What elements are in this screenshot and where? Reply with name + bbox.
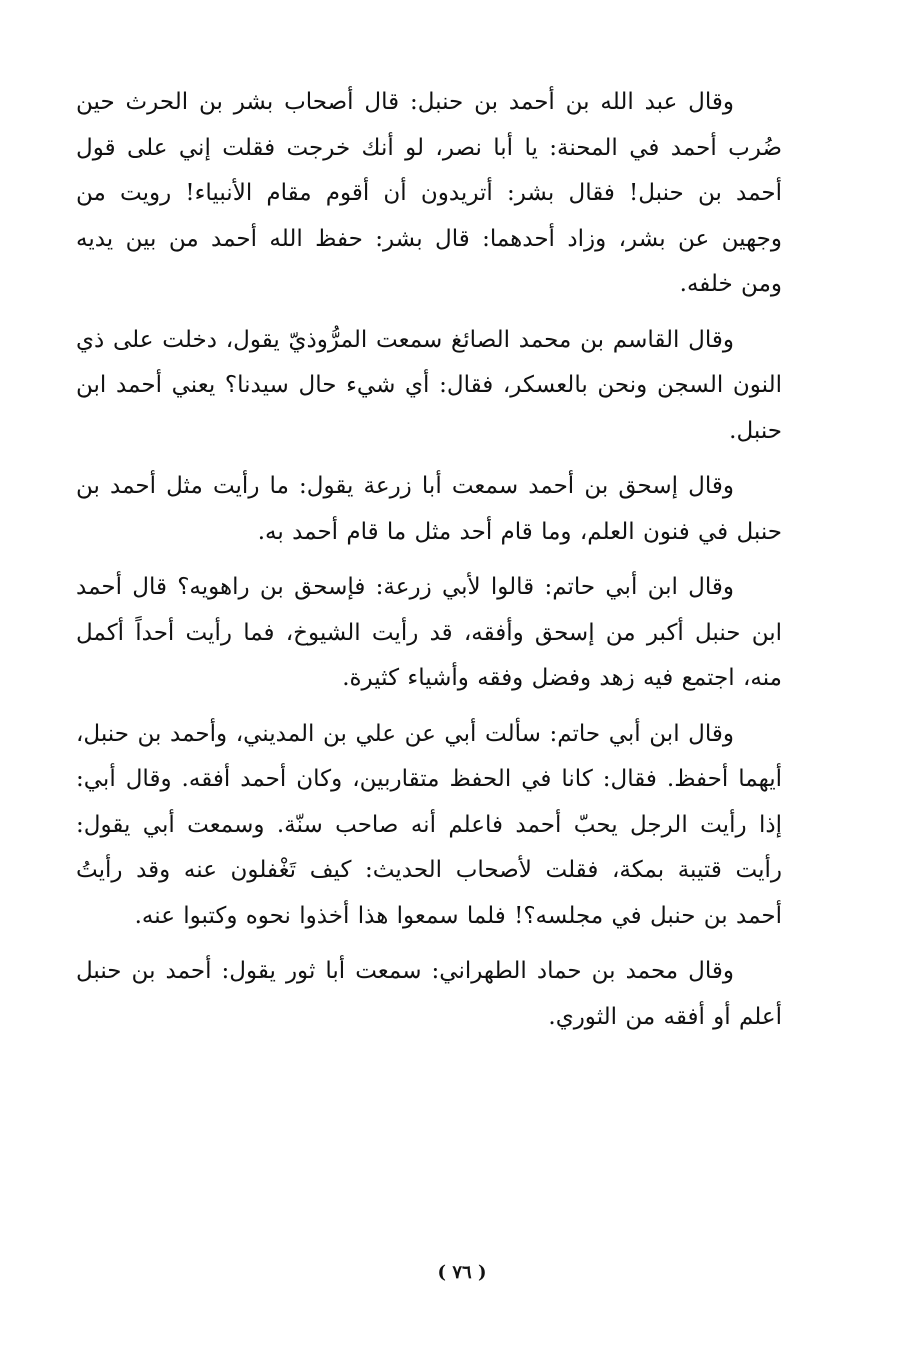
page-number: ( ٧٦ ) <box>437 1262 487 1283</box>
body-text <box>76 80 782 1050</box>
paragraph: وقال القاسم بن محمد الصائغ سمعت المرُّوذيّ يقول، دخلت على ذي النون السجن ونحن بالعسكر، فقال: أي شيء حال سيدنا؟ يعني أحمد ابن حنبل. <box>76 326 782 444</box>
paragraph: وقال ابن أبي حاتم: سألت أبي عن علي بن المديني، وأحمد بن حنبل، أيهما أحفظ. فقال: كانا في الحفظ متقاربين، وكان أحمد أفقه. وقال أبي: إذا رأيت الرجل يحبّ أحمد فاعلم أنه صاحب سنّة. وسمعت أبي يقول: رأيت قتيبة بمكة، فقلت لأصحاب الحديث: كيف تَغْفلون عنه وقد رأيتُ أحمد بن حنبل في مجلسه؟! فلما سمعوا هذا أخذوا نحوه وكتبوا عنه. <box>76 720 782 929</box>
paragraph: وقال ابن أبي حاتم: قالوا لأبي زرعة: فإسحق بن راهويه؟ قال أحمد ابن حنبل أكبر من إسحق وأفقه، قد رأيت الشيوخ، فما رأيت أحداً أكمل منه، اجتمع فيه زهد وفضل وفقه وأشياء كثيرة. <box>76 574 782 691</box>
paragraph: وقال محمد بن حماد الطهراني: سمعت أبا ثور يقول: أحمد بن حنبل أعلم أو أفقه من الثوري. <box>76 958 782 1030</box>
paragraph: وقال إسحق بن أحمد سمعت أبا زرعة يقول: ما رأيت مثل أحمد بن حنبل في فنون العلم، وما قام أحد مثل ما قام أحمد به. <box>76 473 782 545</box>
paragraph: وقال عبد الله بن أحمد بن حنبل: قال أصحاب بشر بن الحرث حين ضُرب أحمد في المحنة: يا أبا نصر، لو أنك خرجت فقلت إني على قول أحمد بن حنبل! فقال بشر: أتريدون أن أقوم مقام الأنبياء! رويت من وجهين عن بشر، وزاد أحدهما: قال بشر: حفظ الله أحمد من بين يديه ومن خلفه. <box>76 89 782 297</box>
